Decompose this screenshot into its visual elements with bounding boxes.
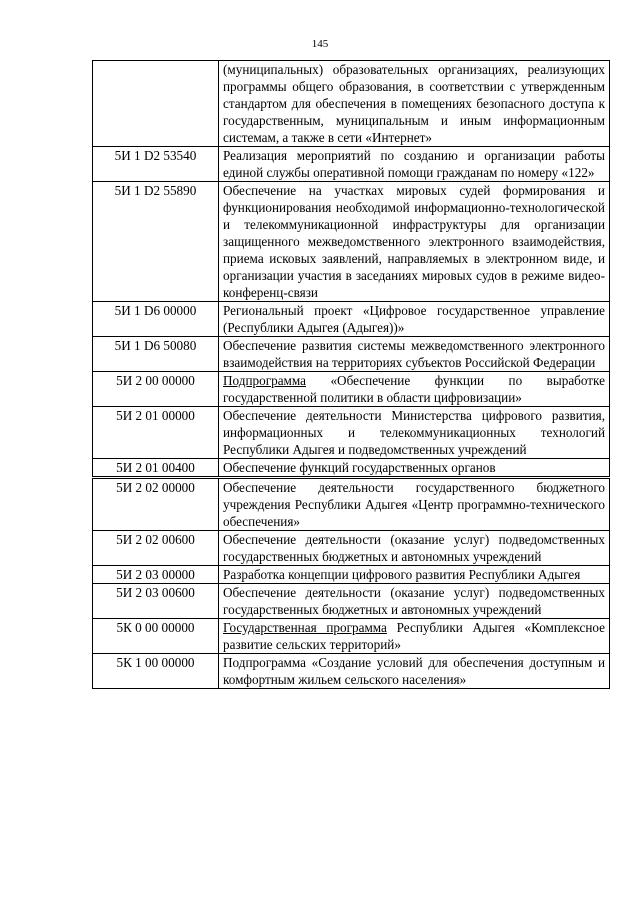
table-row <box>93 61 610 147</box>
name-text: Региональный проект «Цифровое государственное управление (Республики Адыгея (Адыгея))» <box>223 303 605 335</box>
table-row <box>93 619 610 654</box>
name-cell <box>219 337 610 372</box>
name-prefix: Подпрограмма <box>223 373 307 388</box>
table-row <box>93 147 610 182</box>
code-cell: 5И 2 02 00000 <box>93 478 219 531</box>
code-cell: 5И 1 D6 50080 <box>93 337 219 372</box>
name-text: Обеспечение деятельности (оказание услуг) подведомственных государственных бюджетных и автономных учреждений <box>223 585 605 617</box>
name-text: Обеспечение на участках мировых судей формирования и функционирования необходимой информационно-технологической и телекоммуникационной инфраструктуры для организации защищенного межведомственного электронного взаимодействия, приема исковых заявлений, направляемых в электронном виде, и организации участия в заседаниях мировых судов в режиме видео-конференц-связи <box>223 183 605 300</box>
name-cell <box>219 654 610 689</box>
name-text: (муниципальных) образовательных организациях, реализующих программы общего образования, в соответствии с утвержденным стандартом для обеспечения в помещениях безопасного доступа к государственным, муниципальным и иным информационным системам, а также в сети «Интернет» <box>223 62 605 145</box>
code-cell <box>93 61 219 147</box>
name-text: Обеспечение деятельности (оказание услуг) подведомственных государственных бюджетных и автономных учреждений <box>223 532 605 564</box>
table-row <box>93 337 610 372</box>
name-text: «Обеспечение функции по выработке государственной политики в области цифровизации» <box>223 373 605 405</box>
name-text: Подпрограмма «Создание условий для обеспечения доступным и комфортным жильем сельского населения» <box>223 655 605 687</box>
name-text: Обеспечение функций государственных органов <box>223 460 496 475</box>
name-cell <box>219 478 610 531</box>
name-cell <box>219 566 610 584</box>
table-row <box>93 459 610 478</box>
name-cell <box>219 407 610 459</box>
name-cell <box>219 302 610 337</box>
code-cell: 5И 2 01 00400 <box>93 459 219 478</box>
name-text: Обеспечение развития системы межведомственного электронного взаимодействия на территориях субъектов Российской Федерации <box>223 338 605 370</box>
code-cell: 5И 2 02 00600 <box>93 531 219 566</box>
name-text: Обеспечение деятельности Министерства цифрового развития, информационных и телекоммуникационных технологий Республики Адыгея и подведомственных учреждений <box>223 408 605 457</box>
code-cell: 5И 1 D2 55890 <box>93 182 219 302</box>
table-row <box>93 566 610 584</box>
name-cell <box>219 147 610 182</box>
table-row <box>93 182 610 302</box>
name-cell <box>219 459 610 478</box>
name-text: Реализация мероприятий по созданию и организации работы единой службы оперативной помощи гражданам по номеру «122» <box>223 148 605 180</box>
name-cell <box>219 182 610 302</box>
table-row <box>93 407 610 459</box>
name-cell <box>219 531 610 566</box>
table-row <box>93 654 610 689</box>
name-text: Разработка концепции цифрового развития Республики Адыгея <box>223 567 581 582</box>
code-cell: 5И 1 D2 53540 <box>93 147 219 182</box>
name-cell <box>219 372 610 407</box>
code-cell: 5И 2 01 00000 <box>93 407 219 459</box>
code-cell: 5К 1 00 00000 <box>93 654 219 689</box>
table-row <box>93 372 610 407</box>
name-cell <box>219 61 610 147</box>
table-row <box>93 478 610 531</box>
code-cell: 5И 1 D6 00000 <box>93 302 219 337</box>
name-cell <box>219 584 610 619</box>
name-text: Обеспечение деятельности государственного бюджетного учреждения Республики Адыгея «Центр программно-технического обеспечения» <box>223 480 605 529</box>
code-cell: 5К 0 00 00000 <box>93 619 219 654</box>
code-cell: 5И 2 03 00600 <box>93 584 219 619</box>
name-prefix: Государственная программа <box>223 620 387 635</box>
page-number: 145 <box>311 38 329 50</box>
table-row <box>93 302 610 337</box>
table-row <box>93 531 610 566</box>
name-cell <box>219 619 610 654</box>
code-cell: 5И 2 03 00000 <box>93 566 219 584</box>
name-text: Республики Адыгея «Комплексное развитие сельских территорий» <box>223 620 605 652</box>
budget-classification-table <box>92 60 610 689</box>
code-cell: 5И 2 00 00000 <box>93 372 219 407</box>
table-row <box>93 584 610 619</box>
